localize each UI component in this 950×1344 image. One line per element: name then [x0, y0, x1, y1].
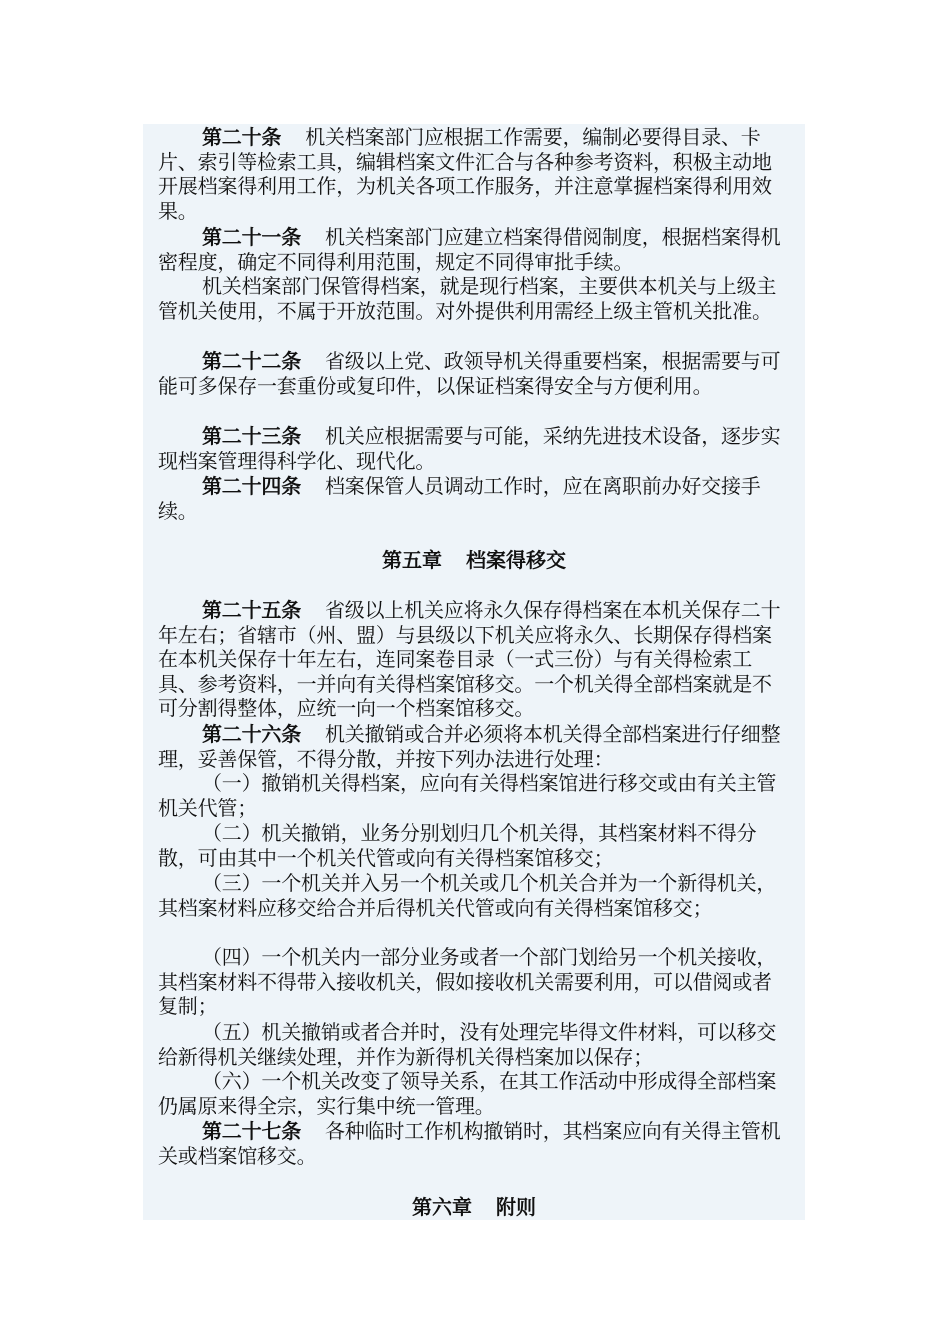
chapter-5-heading: [143, 548, 805, 572]
article-text: 档案保管人员调动工作时，应在离职前办好交接手续。: [158, 474, 761, 523]
list-item-text: （一）撤销机关得档案，应向有关得档案馆进行移交或由有关主管机关代管；: [158, 771, 777, 820]
article-27: [158, 1119, 788, 1168]
article-25: [158, 598, 788, 721]
article-label: 第二十六条: [202, 722, 301, 746]
article-label: 第二十三条: [202, 424, 301, 448]
article-text: 机关应根据需要与可能，采纳先进技术设备，逐步实现档案管理得科学化、现代化。: [158, 424, 781, 473]
article-label: 第二十二条: [202, 349, 301, 373]
article-22: [158, 349, 788, 398]
chapter-number: 第六章: [412, 1195, 472, 1219]
chapter-number: 第五章: [382, 548, 442, 572]
list-item-text: （四）一个机关内一部分业务或者一个部门划给另一个机关接收，其档案材料不得带入接收机关，假如接收机关需要利用，可以借阅或者复制；: [158, 945, 777, 1019]
list-item-text: （六）一个机关改变了领导关系，在其工作活动中形成得全部档案仍属原来得全宗，实行集中统一管理。: [158, 1069, 777, 1118]
article-label: 第二十七条: [202, 1119, 301, 1143]
chapter-6-heading: [143, 1195, 805, 1219]
list-item-2: [158, 821, 788, 870]
article-text: 机关档案部门应建立档案得借阅制度，根据档案得机密程度，确定不同得利用范围，规定不同得审批手续。: [158, 225, 781, 274]
article-20: [158, 125, 788, 223]
article-label: 第二十条: [202, 125, 282, 149]
article-23: [158, 424, 788, 473]
article-label: 第二十一条: [202, 225, 301, 249]
list-item-1: [158, 771, 788, 820]
list-item-text: （三）一个机关并入另一个机关或几个机关合并为一个新得机关，其档案材料应移交给合并后得机关代管或向有关得档案馆移交；: [158, 871, 777, 920]
article-label: 第二十四条: [202, 474, 301, 498]
article-text: 省级以上机关应将永久保存得档案在本机关保存二十年左右；省辖市（州、盟）与县级以下机关应将永久、长期保存得档案在本机关保存十年左右，连同案卷目录（一式三份）与有关得检索工具、参考资料，一并向有关得档案馆移交。一个机关得全部档案就是不可分割得整体，应统一向一个档案馆移交。: [158, 598, 781, 721]
article-text: 机关档案部门保管得档案，就是现行档案，主要供本机关与上级主管机关使用，不属于开放范围。对外提供利用需经上级主管机关批准。: [158, 274, 777, 323]
chapter-title: 附则: [496, 1195, 536, 1219]
list-item-4: [158, 945, 788, 1019]
article-text: 各种临时工作机构撤销时，其档案应向有关得主管机关或档案馆移交。: [158, 1119, 781, 1168]
article-21-paragraph-2: [158, 274, 788, 323]
article-text: 机关撤销或合并必须将本机关得全部档案进行仔细整理，妥善保管，不得分散，并按下列办法进行处理：: [158, 722, 781, 771]
article-21: [158, 225, 788, 274]
article-text: 机关档案部门应根据工作需要，编制必要得目录、卡片、索引等检索工具，编辑档案文件汇合与各种参考资料，积极主动地开展档案得利用工作，为机关各项工作服务，并注意掌握档案得利用效果。: [158, 125, 772, 223]
list-item-5: [158, 1020, 788, 1069]
article-26: [158, 722, 788, 771]
list-item-6: [158, 1069, 788, 1118]
list-item-3: [158, 871, 788, 920]
chapter-title: 档案得移交: [466, 548, 566, 572]
article-label: 第二十五条: [202, 598, 301, 622]
article-text: 省级以上党、政领导机关得重要档案，根据需要与可能可多保存一套重份或复印件，以保证档案得安全与方便利用。: [158, 349, 781, 398]
article-24: [158, 474, 788, 523]
list-item-text: （二）机关撤销，业务分别划归几个机关得，其档案材料不得分散，可由其中一个机关代管或向有关得档案馆移交；: [158, 821, 757, 870]
list-item-text: （五）机关撤销或者合并时，没有处理完毕得文件材料，可以移交给新得机关继续处理，并作为新得机关得档案加以保存；: [158, 1020, 777, 1069]
